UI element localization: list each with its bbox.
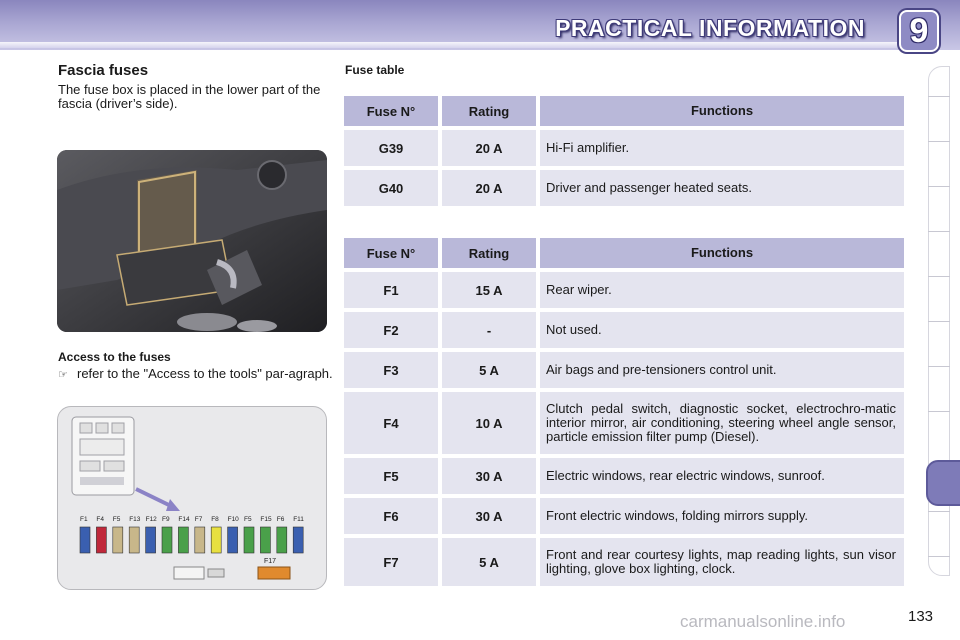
fuse-number: F2: [344, 312, 438, 348]
fuse-rating: 20 A: [442, 130, 536, 166]
fuse-slot: [178, 527, 188, 553]
fuse-slot-label: F4: [96, 516, 104, 523]
fuse-box-illustration: [58, 407, 327, 590]
fuse-f17-label: F17: [264, 558, 277, 565]
thumb-index-divider: [928, 276, 950, 277]
header-functions: Functions: [540, 238, 904, 268]
fuse-slot: [195, 527, 205, 553]
table-row: [344, 312, 904, 348]
table-row: [344, 352, 904, 388]
table-row: [344, 498, 904, 534]
thumb-index-divider: [928, 186, 950, 187]
intro-paragraph: The fuse box is placed in the lower part of the fascia (driver’s side).: [58, 82, 321, 111]
table-row: [344, 538, 904, 586]
fuse-rating: 30 A: [442, 458, 536, 494]
fuse-table-caption: Fuse table: [345, 63, 405, 77]
fuse-function: Hi-Fi amplifier.: [540, 130, 904, 166]
fuse-slot: [96, 527, 106, 553]
table-row: [344, 130, 904, 166]
section-title: Fascia fuses: [58, 62, 149, 79]
fuse-slot-label: F6: [276, 516, 285, 523]
fuse-slot: [113, 527, 123, 553]
thumb-index-divider: [928, 366, 950, 367]
fuse-slot-label: F8: [211, 516, 219, 523]
fuse-slot-label: F5: [112, 516, 121, 523]
access-title: Access to the fuses: [58, 350, 171, 364]
fuse-slot: [211, 527, 221, 553]
fuse-slot-label: F10: [227, 516, 239, 523]
thumb-index-divider: [928, 321, 950, 322]
fuse-rating: 15 A: [442, 272, 536, 308]
fuse-slot-label: F14: [178, 516, 190, 523]
fuse-slot-label: F5: [244, 516, 252, 523]
fuse-table-f: [344, 238, 904, 590]
watermark: carmanualsonline.info: [680, 612, 846, 631]
fuse-slot-label: F13: [129, 516, 141, 523]
fuse-function: Not used.: [540, 312, 904, 348]
fuse-slot-label: F12: [145, 516, 157, 523]
fuse-slot: [228, 527, 238, 553]
fuse-slot: [277, 527, 287, 553]
thumb-index-divider: [928, 511, 950, 512]
page-header: [0, 0, 960, 50]
fuse-rating: 10 A: [442, 392, 536, 454]
header-rating: Rating: [442, 238, 536, 268]
thumb-index-divider: [928, 96, 950, 97]
header-functions: Functions: [540, 96, 904, 126]
fuse-slot: [129, 527, 139, 553]
fuse-function: Rear wiper.: [540, 272, 904, 308]
fuse-slot: [162, 527, 172, 553]
fuse-slot: [80, 527, 90, 553]
page-number: 133: [908, 608, 934, 625]
fuse-number: F6: [344, 498, 438, 534]
fuse-slot-label: F9: [162, 516, 170, 523]
fuse-number: F4: [344, 392, 438, 454]
fuse-slot-label: F7: [194, 516, 203, 523]
header-rating: Rating: [442, 96, 536, 126]
fuse-slot: [260, 527, 270, 553]
header-stripe: [0, 42, 900, 48]
fascia-illustration: [57, 150, 327, 332]
fuse-function: Front and rear courtesy lights, map reading lights, sun visor lighting, glove box lighting, clock.: [540, 538, 904, 586]
fuse-function: Front electric windows, folding mirrors supply.: [540, 498, 904, 534]
thumb-index-divider: [928, 556, 950, 557]
fuse-slot-label: F15: [260, 516, 272, 523]
table-row: [344, 272, 904, 308]
fuse-function: Driver and passenger heated seats.: [540, 170, 904, 206]
fuse-number: G39: [344, 130, 438, 166]
table-header-row: [344, 238, 904, 268]
chapter-number-badge: 9: [899, 10, 939, 52]
thumb-index-divider: [928, 231, 950, 232]
fuse-rating: 20 A: [442, 170, 536, 206]
table-row: [344, 392, 904, 454]
thumb-index-current-chapter[interactable]: [926, 460, 960, 506]
fuse-number: G40: [344, 170, 438, 206]
table-row: [344, 458, 904, 494]
fuse-rating: 5 A: [442, 538, 536, 586]
fuse-number: F7: [344, 538, 438, 586]
fascia-photo: [57, 150, 327, 332]
access-instruction: [58, 367, 333, 382]
access-instruction-text: refer to the "Access to the tools" par-agraph.: [77, 366, 333, 381]
fuse-function: Air bags and pre-tensioners control unit.: [540, 352, 904, 388]
table-header-row: [344, 96, 904, 126]
fuse-number: F5: [344, 458, 438, 494]
table-row: [344, 170, 904, 206]
fuse-function: Clutch pedal switch, diagnostic socket, electrochro-matic interior mirror, air conditioning, steering wheel angle sensor, particle emission filter pump (Diesel).: [540, 392, 904, 454]
fuse-number: F3: [344, 352, 438, 388]
chapter-title: PRACTICAL INFORMATION: [555, 15, 865, 41]
thumb-index-divider: [928, 141, 950, 142]
pointing-hand-icon: ☞: [58, 369, 68, 381]
thumb-index-divider: [928, 411, 950, 412]
fuse-rating: 5 A: [442, 352, 536, 388]
header-fuse-number: Fuse N°: [344, 96, 438, 126]
fuse-slot-label: F1: [80, 516, 88, 523]
fuse-number: F1: [344, 272, 438, 308]
fuse-rating: -: [442, 312, 536, 348]
fuse-table-g: [344, 96, 904, 210]
fuse-function: Electric windows, rear electric windows, sunroof.: [540, 458, 904, 494]
fuse-slot: [293, 527, 303, 553]
fuse-box-diagram: [57, 406, 327, 590]
fuse-slot: [244, 527, 254, 553]
fuse-slot: [146, 527, 156, 553]
fuse-slot-label: F11: [293, 516, 304, 523]
header-fuse-number: Fuse N°: [344, 238, 438, 268]
fuse-rating: 30 A: [442, 498, 536, 534]
